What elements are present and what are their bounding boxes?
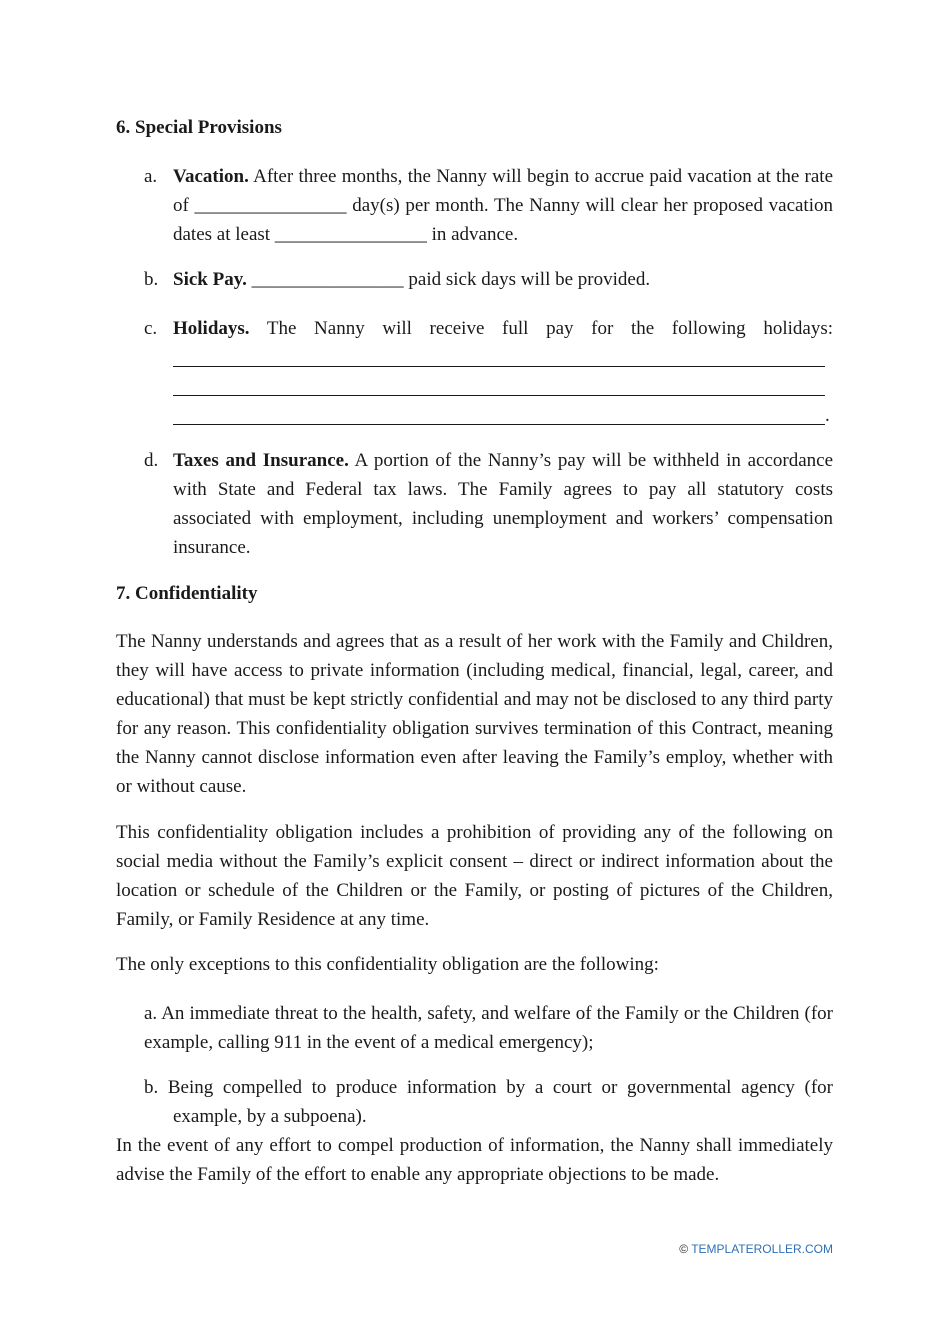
list-item-holidays [116, 314, 833, 430]
item-text: A portion of the Nanny’s pay will be withheld in accordance with State and Federal tax laws. The Family agrees to pay all statutory costs associated with employment, including unemployment and workers’ compensation insurance. [173, 450, 833, 558]
item-text: Being compelled to produce information by a court or governmental agency (for example, by a subpoena). [167, 1077, 833, 1127]
paragraph: In the event of any effort to compel production of information, the Nanny shall immediately advise the Family of the effort to enable any appropriate objections to be made. [116, 1135, 833, 1185]
list-marker: a. [144, 166, 158, 187]
list-marker: a. [144, 1003, 158, 1024]
copyright-symbol: © [679, 1242, 689, 1256]
exception-item [116, 999, 833, 1057]
list-item-sick-pay [116, 265, 833, 294]
item-text: After three months, the Nanny will begin to accrue paid vacation at the rate of ________________ day(s) per month. The Nanny will clear her proposed vacation dates at least ________________ in advance. [173, 166, 834, 245]
list-item-taxes [116, 446, 833, 562]
site-link[interactable]: TEMPLATEROLLER.COM [691, 1242, 833, 1256]
section-6-title: 6. Special Provisions [116, 117, 282, 138]
end-period: . [825, 405, 830, 426]
item-label: Vacation. [173, 166, 249, 187]
blank-line[interactable] [173, 372, 833, 401]
footer [679, 1242, 833, 1256]
section-7-title: 7. Confidentiality [116, 583, 258, 604]
item-label: Taxes and Insurance. [173, 450, 349, 471]
item-label: Holidays. [173, 318, 250, 339]
blank-line[interactable] [173, 343, 833, 372]
paragraph: The Nanny understands and agrees that as a result of her work with the Family and Children, they will have access to private information (including medical, financial, legal, career, and educational) that must be kept strictly confidential and may not be disclosed to any third party for any reason. This confidentiality obligation survives termination of this Contract, meaning the Nanny cannot disclose information even after leaving the Family’s employ, whether with or without cause. [116, 631, 833, 797]
item-label: Sick Pay. [173, 269, 247, 290]
list-marker: c. [144, 318, 158, 339]
document-page [116, 113, 833, 1189]
paragraph: The only exceptions to this confidentiality obligation are the following: [116, 954, 659, 975]
exception-item [116, 1073, 833, 1131]
item-text: ________________ paid sick days will be provided. [251, 269, 651, 290]
blank-line[interactable] [173, 401, 833, 430]
list-marker: b. [144, 269, 159, 290]
paragraph: This confidentiality obligation includes a prohibition of providing any of the following on social media without the Family’s explicit consent – direct or indirect information about the location or schedule of the Children or the Family, or posting of pictures of the Children, Family, or Family Residence at any time. [116, 822, 833, 930]
item-text: The Nanny will receive full pay for the following holidays: [266, 318, 833, 339]
list-marker: b. [144, 1077, 159, 1098]
list-marker: d. [144, 450, 159, 471]
item-text: An immediate threat to the health, safety, and welfare of the Family or the Children (for example, calling 911 in the event of a medical emergency); [144, 1003, 833, 1053]
list-item-vacation [116, 162, 833, 249]
